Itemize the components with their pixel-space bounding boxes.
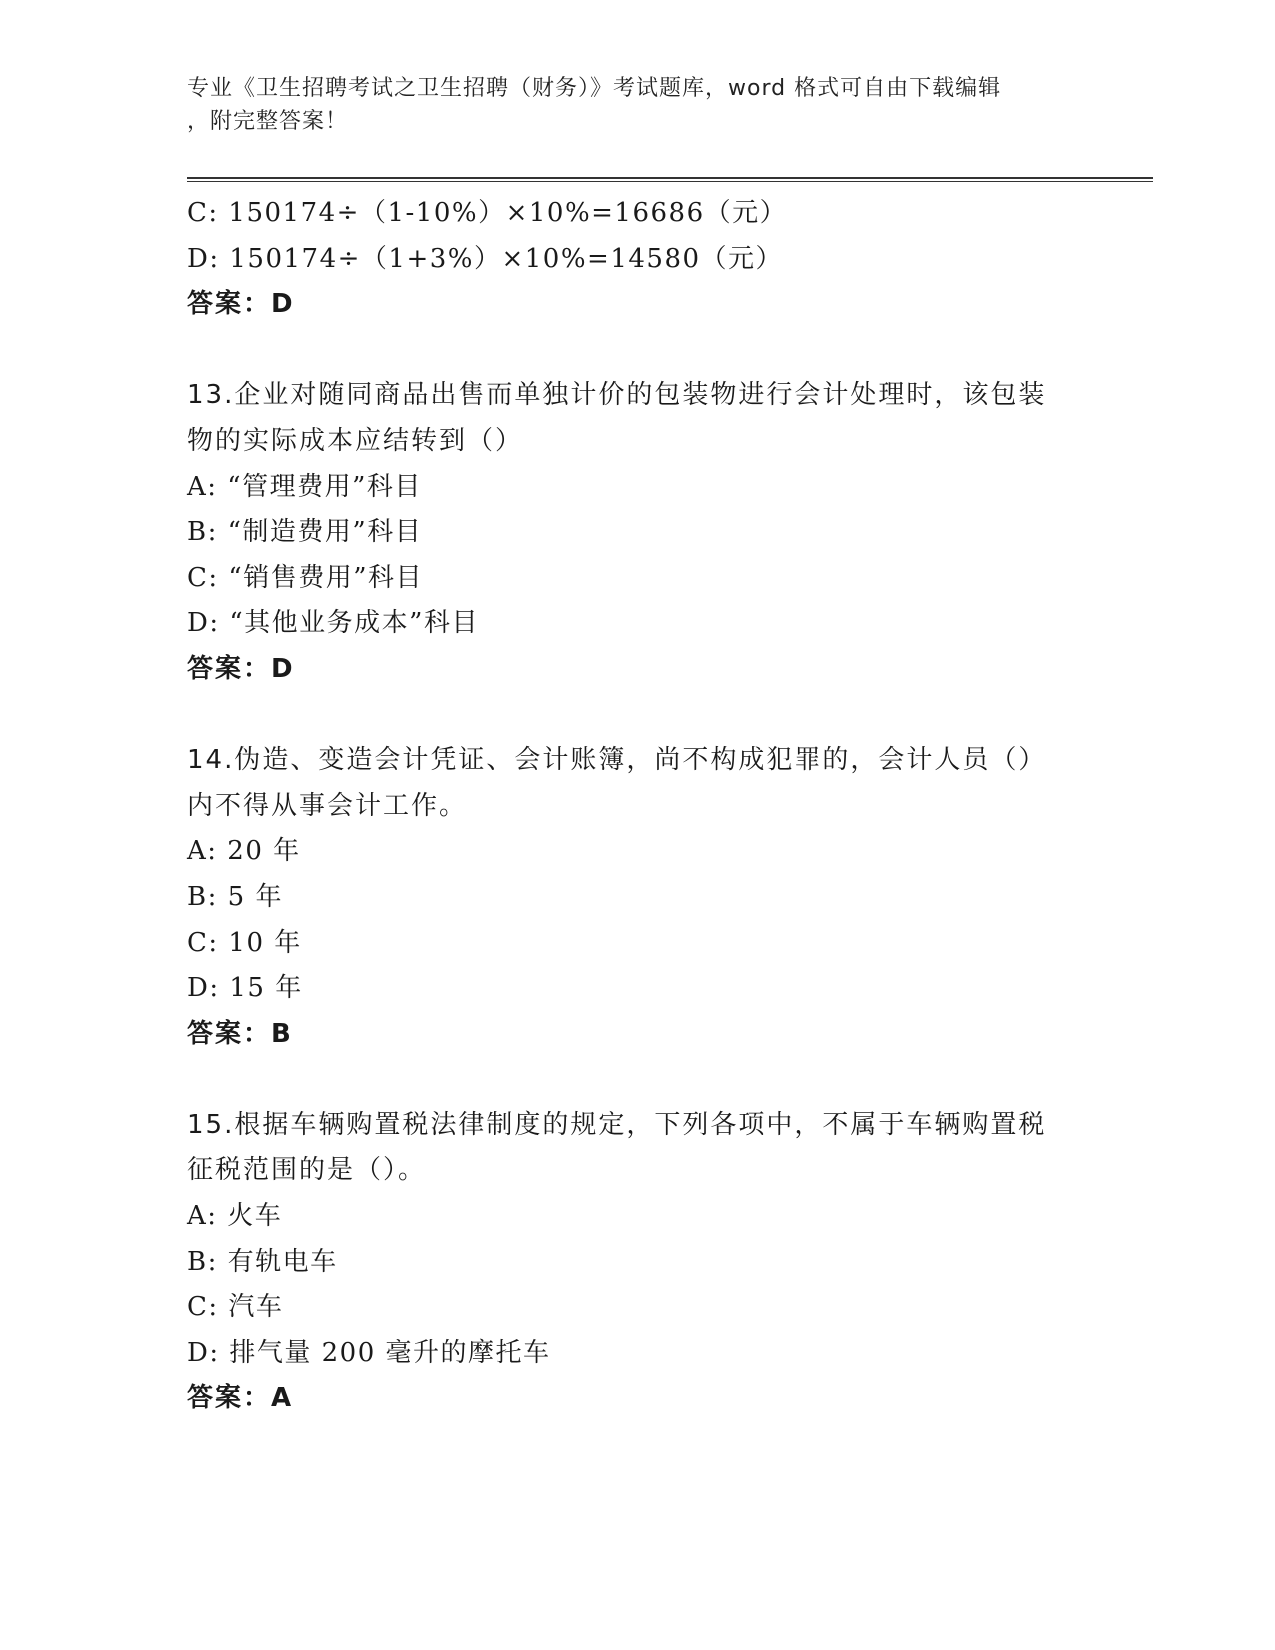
question-stem-line: 13.企业对随同商品出售而单独计价的包装物进行会计处理时，该包装 [187, 380, 1047, 411]
answer-line: 答案：A [187, 1383, 294, 1414]
answer-line: 答案：D [187, 289, 295, 320]
spacer [187, 693, 1087, 739]
option-d: D: 排气量 200 毫升的摩托车 [187, 1337, 551, 1368]
option-d: D: “其他业务成本”科目 [187, 608, 479, 639]
header-divider-thin [187, 181, 1153, 182]
question-stem-line: 14.伪造、变造会计凭证、会计账簿，尚不构成犯罪的，会计人员（） [187, 745, 1047, 776]
option-d: D: 150174÷（1+3%）×10%=14580（元） [187, 243, 784, 274]
document-header [187, 72, 1077, 138]
option-c: C: 汽车 [187, 1292, 284, 1323]
option-b: B: 有轨电车 [187, 1246, 338, 1277]
header-divider-thick [187, 177, 1153, 179]
option-d: D: 15 年 [187, 973, 303, 1004]
option-c: C: 150174÷（1-10%）×10%=16686（元） [187, 198, 788, 228]
option-a: A: “管理费用”科目 [187, 471, 422, 502]
spacer [187, 328, 1087, 374]
header-line-2: ，附完整答案！ [187, 109, 349, 134]
option-a: A: 火车 [187, 1201, 283, 1232]
header-line-1: 专业《卫生招聘考试之卫生招聘（财务）》考试题库，word 格式可自由下载编辑 [187, 76, 1002, 101]
option-a: A: 20 年 [187, 836, 301, 867]
question-stem-line: 15.根据车辆购置税法律制度的规定，下列各项中，不属于车辆购置税 [187, 1109, 1047, 1140]
option-b: B: 5 年 [187, 881, 283, 912]
question-stem-line: 物的实际成本应结转到（） [187, 425, 524, 456]
question-15 [187, 1103, 1087, 1422]
question-13 [187, 373, 1087, 692]
previous-question-tail [187, 191, 1087, 328]
answer-line: 答案：D [187, 653, 295, 684]
question-stem-line: 内不得从事会计工作。 [187, 790, 468, 821]
question-stem-line: 征税范围的是（）。 [187, 1155, 427, 1186]
option-b: B: “制造费用”科目 [187, 517, 423, 548]
question-14 [187, 738, 1087, 1057]
question-content [187, 191, 1087, 1422]
option-c: C: 10 年 [187, 927, 302, 958]
spacer [187, 1057, 1087, 1103]
option-c: C: “销售费用”科目 [187, 562, 424, 593]
answer-line: 答案：B [187, 1018, 293, 1049]
